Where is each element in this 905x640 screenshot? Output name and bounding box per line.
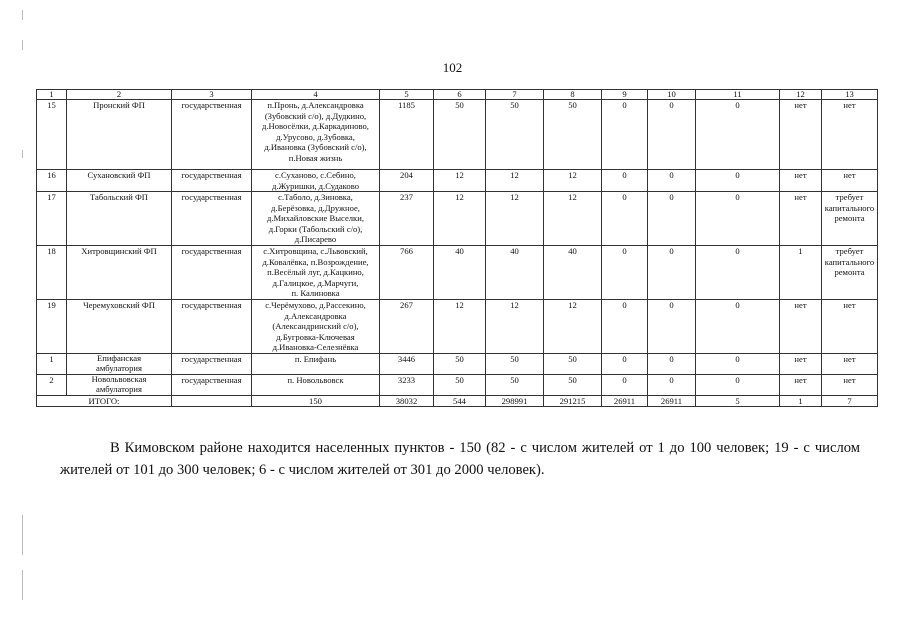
table-cell-c10: 0	[648, 192, 696, 246]
table-cell-c2: Пронский ФП	[67, 100, 172, 170]
table-cell-c7: 12	[486, 192, 544, 246]
table-cell-c2	[67, 375, 172, 396]
table-cell-c9: 0	[602, 170, 648, 192]
table-cell-c1: 19	[37, 300, 67, 354]
table-cell-c5: 204	[380, 170, 434, 192]
cell-line: нет	[843, 170, 856, 180]
cell-line: нет	[843, 375, 856, 385]
table-header-row	[37, 90, 878, 100]
table-cell-c13	[822, 192, 878, 246]
table-cell-c10: 0	[648, 354, 696, 375]
table-cell-c11: 0	[696, 192, 780, 246]
header-cell: 4	[252, 90, 380, 100]
total-cell-empty	[172, 396, 252, 407]
header-cell: 2	[67, 90, 172, 100]
table-cell-c5: 766	[380, 246, 434, 300]
table-cell-c4	[252, 170, 380, 192]
cell-line: капитального	[824, 256, 875, 267]
cell-line: требует	[835, 192, 864, 202]
cell-line: п. Епифань	[294, 354, 337, 364]
table-cell-c8: 12	[544, 192, 602, 246]
table-cell-c2	[67, 354, 172, 375]
cell-line: амбулатория	[96, 362, 142, 373]
table-cell-c4	[252, 246, 380, 300]
table-cell-c6: 50	[434, 100, 486, 170]
table-cell-c7: 12	[486, 170, 544, 192]
table-cell-c11: 0	[696, 100, 780, 170]
header-cell: 12	[780, 90, 822, 100]
cell-line: ремонта	[834, 267, 865, 277]
cell-line: амбулатория	[96, 383, 142, 394]
table-cell-c1: 18	[37, 246, 67, 300]
table-cell-c13	[822, 246, 878, 300]
table-cell-c8: 50	[544, 375, 602, 396]
total-cell-c6: 544	[434, 396, 486, 407]
table-cell-c13	[822, 300, 878, 354]
table-cell-c7: 50	[486, 354, 544, 375]
table-cell-c7: 40	[486, 246, 544, 300]
table-cell-c10: 0	[648, 170, 696, 192]
table-cell-c10: 0	[648, 375, 696, 396]
cell-line: (Зубовский с/о), д.Дудкино,	[264, 110, 367, 121]
cell-line: д.Бугровка-Ключевая	[276, 331, 355, 342]
cell-line: требует	[835, 246, 864, 256]
cell-line: нет	[843, 354, 856, 364]
table-cell-c8: 50	[544, 354, 602, 375]
table-cell-c12: нет	[780, 354, 822, 375]
header-cell: 3	[172, 90, 252, 100]
table-row	[37, 246, 878, 300]
total-cell-c9: 26911	[602, 396, 648, 407]
table-cell-c2: Табольский ФП	[67, 192, 172, 246]
table-cell-c8: 50	[544, 100, 602, 170]
table-cell-c2: Сухановский ФП	[67, 170, 172, 192]
cell-line: д.Горки (Табольский с/о),	[268, 223, 363, 234]
table-cell-c5: 1185	[380, 100, 434, 170]
cell-line: п.Весёлый луг, д.Кацкино,	[267, 267, 364, 277]
table-cell-c1: 1	[37, 354, 67, 375]
table-cell-c13	[822, 354, 878, 375]
header-cell: 5	[380, 90, 434, 100]
table-row	[37, 300, 878, 354]
table-cell-c6: 12	[434, 170, 486, 192]
table-cell-c9: 0	[602, 192, 648, 246]
cell-line: д.Александровка	[284, 310, 347, 321]
total-cell-c11: 5	[696, 396, 780, 407]
table-cell-c1: 16	[37, 170, 67, 192]
table-cell-c2: Черемуховский ФП	[67, 300, 172, 354]
table-cell-c6: 50	[434, 375, 486, 396]
table-cell-c6: 12	[434, 192, 486, 246]
table-cell-c8: 12	[544, 300, 602, 354]
table-cell-c6: 12	[434, 300, 486, 354]
table-cell-c3: государственная	[172, 246, 252, 300]
table-cell-c12: нет	[780, 170, 822, 192]
table-cell-c3: государственная	[172, 100, 252, 170]
table-cell-c7: 50	[486, 375, 544, 396]
cell-line: ремонта	[834, 213, 865, 223]
table-cell-c4	[252, 192, 380, 246]
cell-line: нет	[843, 100, 856, 110]
cell-line: Епифанская	[96, 353, 142, 363]
table-cell-c3: государственная	[172, 375, 252, 396]
table-cell-c9: 0	[602, 246, 648, 300]
table-cell-c11: 0	[696, 354, 780, 375]
cell-line: д.Ковалёвка, п.Возрождение,	[262, 256, 369, 267]
table-cell-c11: 0	[696, 170, 780, 192]
total-cell-c12: 1	[780, 396, 822, 407]
header-cell: 13	[822, 90, 878, 100]
total-cell-c4: 150	[252, 396, 380, 407]
table-cell-c9: 0	[602, 354, 648, 375]
header-cell: 8	[544, 90, 602, 100]
table-row	[37, 170, 878, 192]
header-cell: 1	[37, 90, 67, 100]
cell-line: д.Берёзовка, д.Дружное,	[271, 202, 360, 213]
table-cell-c9: 0	[602, 300, 648, 354]
table-cell-c3: государственная	[172, 354, 252, 375]
data-table	[36, 89, 878, 407]
summary-paragraph: В Кимовском районе находится населенных пунктов - 150 (82 - с числом жителей от 1 до 100 человек; 19 - с числом жителей от 101 до 300 человек; 6 - с числом жителей от 301 до 2000 человек).	[60, 440, 860, 478]
cell-line: с.Черёмухово, д.Рассекино,	[265, 300, 366, 310]
table-row	[37, 100, 878, 170]
table-cell-c2: Хитровщинский ФП	[67, 246, 172, 300]
table-cell-c1: 2	[37, 375, 67, 396]
table-cell-c6: 50	[434, 354, 486, 375]
table-cell-c12: 1	[780, 246, 822, 300]
table-cell-c12: нет	[780, 375, 822, 396]
cell-line: д.Новосёлки, д.Каркадиново,	[262, 121, 369, 131]
table-cell-c11: 0	[696, 246, 780, 300]
table-cell-c9: 0	[602, 375, 648, 396]
table-cell-c5: 237	[380, 192, 434, 246]
total-cell-label: ИТОГО:	[37, 396, 172, 407]
cell-line: с.Таболо, д.Зиновка,	[278, 192, 353, 202]
table-cell-c4	[252, 375, 380, 396]
cell-line: с.Хитровщина, с.Львовский,	[263, 246, 368, 256]
table-cell-c11: 0	[696, 375, 780, 396]
cell-line: с.Суханово, с.Себино,	[275, 170, 356, 180]
cell-line: п. Новольвовск	[287, 375, 344, 385]
cell-line: д.Ивановка (Зубовский с/о),	[264, 142, 367, 152]
cell-line: д.Галицкое, д.Марчуги,	[272, 277, 359, 288]
header-cell: 11	[696, 90, 780, 100]
table-cell-c4	[252, 300, 380, 354]
cell-line: (Александринский с/о),	[272, 321, 359, 331]
table-cell-c3: государственная	[172, 192, 252, 246]
total-cell-c7: 298991	[486, 396, 544, 407]
cell-line: д.Ивановка-Селезнёвка	[272, 342, 359, 352]
table-row	[37, 192, 878, 246]
total-cell-c13: 7	[822, 396, 878, 407]
table-cell-c6: 40	[434, 246, 486, 300]
table-cell-c13	[822, 375, 878, 396]
cell-line: д.Писарево	[294, 234, 337, 244]
table-cell-c10: 0	[648, 100, 696, 170]
cell-line: п.Пронь, д.Александровка	[267, 100, 364, 110]
total-cell-c10: 26911	[648, 396, 696, 407]
table-cell-c3: государственная	[172, 300, 252, 354]
table-cell-c7: 50	[486, 100, 544, 170]
table-cell-c5: 267	[380, 300, 434, 354]
table-row	[37, 375, 878, 396]
header-cell: 6	[434, 90, 486, 100]
binding-marks	[22, 0, 24, 640]
table-cell-c10: 0	[648, 246, 696, 300]
table-row	[37, 354, 878, 375]
table-cell-c8: 12	[544, 170, 602, 192]
table-cell-c12: нет	[780, 100, 822, 170]
cell-line: нет	[843, 300, 856, 310]
table-cell-c5: 3233	[380, 375, 434, 396]
table-cell-c5: 3446	[380, 354, 434, 375]
table-cell-c4	[252, 354, 380, 375]
total-cell-c5: 38032	[380, 396, 434, 407]
table-cell-c12: нет	[780, 300, 822, 354]
table-cell-c7: 12	[486, 300, 544, 354]
table-cell-c13	[822, 170, 878, 192]
header-cell: 7	[486, 90, 544, 100]
table-cell-c12: нет	[780, 192, 822, 246]
header-cell: 10	[648, 90, 696, 100]
table-cell-c8: 40	[544, 246, 602, 300]
cell-line: д.Михайловские Выселки,	[267, 213, 364, 223]
table-cell-c11: 0	[696, 300, 780, 354]
cell-line: капитального	[824, 202, 875, 213]
cell-line: Новольвовская	[91, 374, 147, 384]
table-cell-c10: 0	[648, 300, 696, 354]
cell-line: д.Журишки, д.Судаково	[272, 180, 359, 191]
table-cell-c4	[252, 100, 380, 170]
cell-line: д.Урусово, д.Зубовка,	[276, 131, 355, 142]
table-cell-c1: 15	[37, 100, 67, 170]
header-cell: 9	[602, 90, 648, 100]
table-cell-c13	[822, 100, 878, 170]
page-number: 102	[442, 60, 463, 75]
table-cell-c9: 0	[602, 100, 648, 170]
cell-line: п. Калиновка	[291, 288, 340, 298]
total-cell-c8: 291215	[544, 396, 602, 407]
table-cell-c3: государственная	[172, 170, 252, 192]
total-row	[37, 396, 878, 407]
cell-line: п.Новая жизнь	[288, 152, 343, 163]
table-cell-c1: 17	[37, 192, 67, 246]
